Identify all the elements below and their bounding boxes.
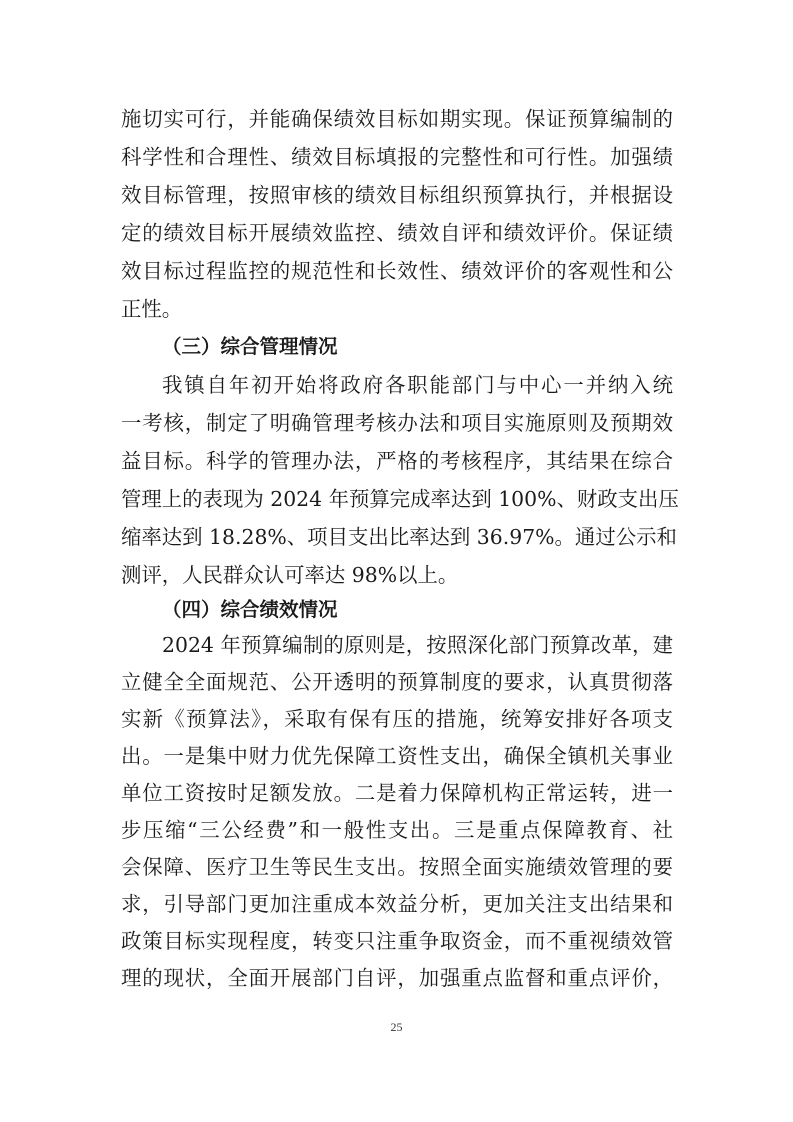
paragraph-1-line-5: 效目标过程监控的规范性和长效性、绩效评价的客观性和公 <box>121 259 673 283</box>
page-number: 25 <box>390 1020 403 1034</box>
paragraph-3-line-5: 单位工资按时足额发放。二是着力保障机构正常运转，进一 <box>121 781 673 805</box>
paragraph-3-line-10: 理的现状，全面开展部门自评，加强重点监督和重点评价， <box>121 966 673 990</box>
paragraph-1-line-4: 定的绩效目标开展绩效监控、绩效自评和绩效评价。保证绩 <box>121 221 673 245</box>
paragraph-1-line-2: 科学性和合理性、绩效目标填报的完整性和可行性。加强绩 <box>121 145 673 169</box>
paragraph-2-line-6: 测评，人民群众认可率达 98%以上。 <box>121 563 459 587</box>
paragraph-2-line-3: 益目标。科学的管理办法，严格的考核程序，其结果在综合 <box>121 449 673 473</box>
paragraph-3-line-8: 求，引导部门更加注重成本效益分析，更加关注支出结果和 <box>121 892 673 916</box>
paragraph-3-line-4: 出。一是集中财力优先保障工资性支出，确保全镇机关事业 <box>121 744 673 768</box>
paragraph-2-line-5: 缩率达到 18.28%、项目支出比率达到 36.97%。通过公示和 <box>121 525 677 549</box>
paragraph-2-line-2: 一考核，制定了明确管理考核办法和项目实施原则及预期效 <box>121 411 673 435</box>
paragraph-1-line-3: 效目标管理，按照审核的绩效目标组织预算执行，并根据设 <box>121 183 673 207</box>
paragraph-2-line-4: 管理上的表现为 2024 年预算完成率达到 100%、财政支出压 <box>121 487 679 511</box>
paragraph-3-line-6: 步压缩“三公经费”和一般性支出。三是重点保障教育、社 <box>121 818 673 842</box>
paragraph-1-line-1: 施切实可行，并能确保绩效目标如期实现。保证预算编制的 <box>121 107 673 131</box>
paragraph-3-line-1: 2024 年预算编制的原则是，按照深化部门预算改革，建 <box>162 633 673 657</box>
paragraph-3-line-7: 会保障、医疗卫生等民生支出。按照全面实施绩效管理的要 <box>121 855 673 879</box>
section-heading-4: （四）综合绩效情况 <box>162 598 338 621</box>
paragraph-3-line-3: 实新《预算法》，采取有保有压的措施，统筹安排好各项支 <box>121 707 673 731</box>
paragraph-3-line-2: 立健全全面规范、公开透明的预算制度的要求，认真贯彻落 <box>121 670 673 694</box>
paragraph-2-line-1: 我镇自年初开始将政府各职能部门与中心一并纳入统 <box>162 373 673 397</box>
section-heading-3: （三）综合管理情况 <box>162 335 338 358</box>
paragraph-1-line-6: 正性。 <box>121 297 183 321</box>
paragraph-3-line-9: 政策目标实现程度，转变只注重争取资金，而不重视绩效管 <box>121 929 673 953</box>
